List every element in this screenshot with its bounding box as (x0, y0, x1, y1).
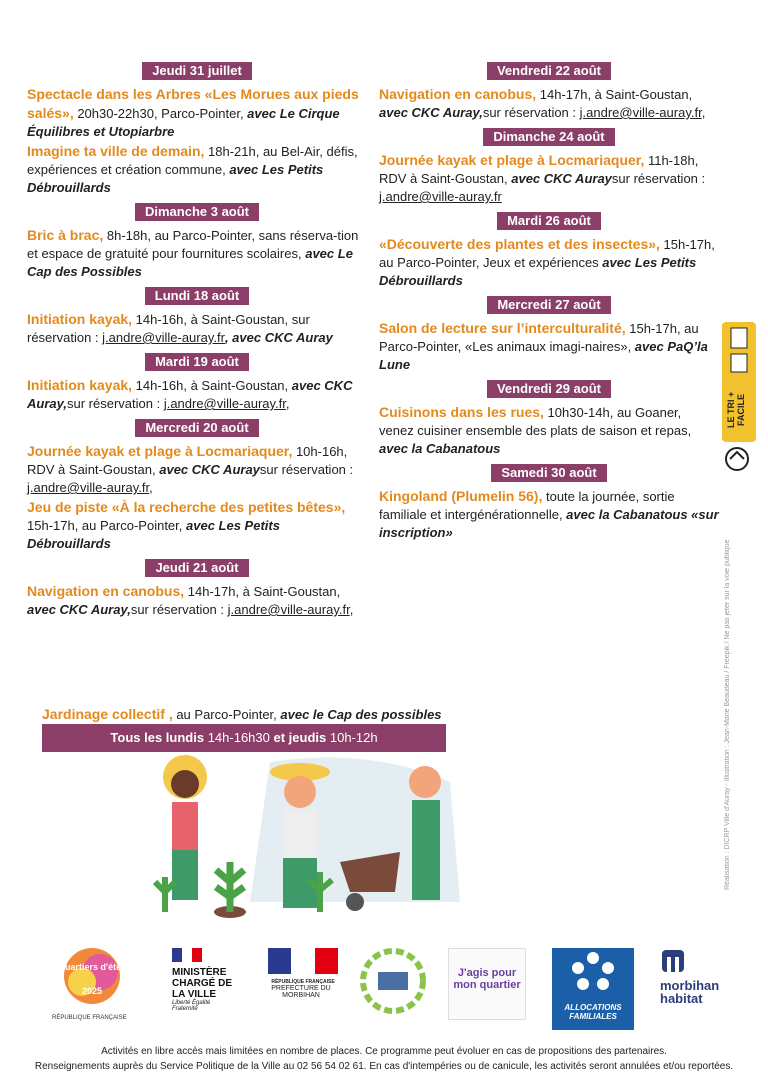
date-badge: Samedi 30 août (491, 464, 606, 482)
day-block (379, 296, 719, 374)
date-badge: Dimanche 3 août (135, 203, 259, 221)
event-detail: 14h-16h, à Saint-Goustan, (132, 378, 292, 393)
schedule-b: 14h-16h30 (204, 730, 274, 745)
event-title: Cuisinons dans les rues, (379, 404, 544, 420)
event (27, 442, 367, 497)
email-link[interactable]: j.andre@ville-auray.fr (579, 105, 702, 120)
quartier-circle-icon (360, 948, 426, 1014)
devise-text: Liberté Égalité Fraternité (172, 1000, 211, 1012)
event-detail: 15h-17h, au Parco-Pointer, (27, 518, 186, 533)
morbihan-m-icon (660, 948, 686, 974)
event-title: Bric à brac, (27, 227, 104, 243)
email-link[interactable]: j.andre@ville-auray.fr (379, 189, 502, 204)
caf-text: ALLOCATIONS FAMILIALES (564, 1003, 622, 1021)
rep-fr-text: RÉPUBLIQUE FRANÇAISE (52, 1015, 127, 1021)
event-title: Jeu de piste «À la recherche des petites bêtes», (27, 499, 346, 515)
caf-people-icon (563, 948, 623, 998)
date-badge: Mardi 19 août (145, 353, 249, 371)
reservation-prefix: sur réservation : (66, 396, 164, 411)
quartiers-year: 2025 (82, 986, 103, 996)
event-detail: 10h-16h, RDV à Saint-Goustan, (27, 444, 348, 477)
jagis-text: J'agis pour mon quartier (453, 967, 521, 991)
logo-ministere (172, 948, 242, 1012)
left-column (27, 60, 367, 625)
event (379, 403, 719, 458)
ministere-text: MINISTÈRE CHARGÉ DE LA VILLE (172, 967, 233, 1000)
date-wrap (379, 380, 719, 398)
email-link[interactable]: j.andre@ville-auray.fr (227, 602, 350, 617)
jardinage-partner: avec le Cap des possibles (280, 707, 442, 722)
event (379, 487, 719, 542)
date-wrap (379, 212, 719, 230)
event-title: Spectacle dans les Arbres «Les Morues aux pieds salés», (27, 86, 359, 121)
event (27, 376, 367, 413)
day-block (379, 212, 719, 290)
event-detail: toute la journée, sortie familiale et intergénérationnelle, (379, 489, 675, 522)
credit-text: Réalisation : DICRP Ville d'Auray - Illustration : Jean-Marie Beaudeau / Freepik / Ne pas jeter sur la voie publique (724, 539, 731, 890)
event-partner: avec CKC Auray, (379, 105, 483, 120)
event (27, 310, 367, 347)
event-detail: 8h-18h, au Parco-Pointer, sans réserva-tion et espace de gratuité pour fournitures scolaires, (27, 228, 359, 261)
day-block (379, 128, 719, 206)
event-partner: avec la Cabanatous (379, 441, 501, 456)
logo-prefecture (266, 948, 340, 999)
day-block (27, 419, 367, 553)
schedule-band (42, 724, 446, 752)
date-badge: Mercredi 20 août (135, 419, 258, 437)
day-block (27, 62, 367, 197)
schedule-c: et jeudis (273, 730, 327, 745)
logo-quartier-circle (360, 948, 426, 1019)
event-detail: 15h-17h, au Parco-Pointer, «Les animaux imagi-naires», (379, 321, 699, 354)
event-title: Navigation en canobus, (379, 86, 537, 102)
event (27, 582, 367, 619)
event (379, 85, 719, 122)
event (27, 226, 367, 281)
date-wrap (27, 203, 367, 221)
event-detail: 10h30-14h, au Goaner, venez cuisiner ensemble des plats de saison et repas, (379, 405, 692, 438)
event-title: Imagine ta ville de demain, (27, 143, 205, 159)
event-partner: avec CKC Auray (159, 462, 260, 477)
date-badge: Jeudi 31 juillet (142, 62, 252, 80)
jardinage-detail: au Parco-Pointer, (172, 707, 281, 722)
event-detail: 15h-17h, au Parco-Pointer, Jeux et expériences (379, 237, 715, 270)
date-badge: Mardi 26 août (497, 212, 601, 230)
day-block (27, 559, 367, 619)
event-partner: avec PaQ’la Lune (379, 339, 708, 372)
email-link[interactable]: j.andre@ville-auray.fr (102, 330, 225, 345)
schedule-d: 10h-12h (326, 730, 378, 745)
tri-facile-badge (722, 322, 756, 442)
event-tail: , (349, 602, 354, 617)
morbihan-text: morbihan habitat (660, 978, 720, 1006)
event (27, 85, 367, 141)
day-block (27, 287, 367, 347)
marianne-icon (172, 948, 202, 962)
prefecture-rep: RÉPUBLIQUE FRANÇAISE (271, 979, 335, 985)
logo-quartiers (52, 948, 132, 1021)
event-partner: avec CKC Auray (511, 171, 612, 186)
footer-line-1: Activités en libre accès mais limitées en nombre de places. Ce programme peut évoluer en cas de propositions des partenaires. (101, 1046, 667, 1057)
event-partner: avec Les Petits Débrouillards (379, 255, 697, 288)
event-title: «Découverte des plantes et des insectes», (379, 236, 660, 252)
event-partner: avec CKC Auray, (27, 602, 131, 617)
event-title: Initiation kayak, (27, 377, 133, 393)
prefecture-flag-icon (268, 948, 338, 974)
event-detail: 20h30-22h30, Parco-Pointer, (73, 106, 248, 121)
gardening-illustration (150, 752, 480, 930)
event-detail: 14h-16h, à Saint-Goustan, sur réservation : (27, 312, 310, 345)
date-wrap (379, 128, 719, 146)
event-detail: 14h-17h, à Saint-Goustan, (184, 584, 341, 599)
event-partner: avec la Cabanatous «sur inscription» (379, 507, 719, 540)
date-badge: Lundi 18 août (145, 287, 250, 305)
event-detail: 14h-17h, à Saint-Goustan, (536, 87, 693, 102)
event (379, 151, 719, 206)
date-wrap (379, 464, 719, 482)
day-block (27, 203, 367, 281)
date-badge: Vendredi 29 août (487, 380, 611, 398)
event (379, 235, 719, 290)
date-wrap (379, 296, 719, 314)
event (27, 498, 367, 553)
jardinage-title: Jardinage collectif , (42, 706, 173, 722)
date-wrap (27, 62, 367, 80)
triman-icon (722, 446, 752, 472)
jardinage-line (42, 706, 442, 722)
quartiers-logo-icon (52, 948, 132, 1010)
date-badge: Jeudi 21 août (145, 559, 248, 577)
event-partner: avec Les Petits Débrouillards (27, 518, 280, 551)
event (27, 142, 367, 197)
date-wrap (27, 287, 367, 305)
logo-jagis (448, 948, 526, 1020)
logo-caf (552, 948, 634, 1030)
event-title: Navigation en canobus, (27, 583, 185, 599)
day-block (379, 380, 719, 458)
footer-line-2: Renseignements auprès du Service Politique de la Ville au 02 56 54 02 61. En cas d'intempéries ou de canicule, les activités seront annulées et/ou reportées. (34, 1061, 734, 1072)
date-wrap (379, 62, 719, 80)
event-partner: avec Le Cirque Équilibres et Utopiarbre (27, 106, 340, 139)
day-block (27, 353, 367, 413)
event-partner: avec CKC Auray, (27, 378, 353, 411)
schedule-a: Tous les lundis (110, 730, 205, 745)
reservation-prefix: sur réservation : (130, 602, 228, 617)
event-detail: 18h-21h, au Bel-Air, défis, expériences et création commune, (27, 144, 358, 177)
event-tail: , (149, 480, 153, 495)
event-detail: 11h-18h, RDV à Saint-Goustan, (379, 153, 699, 186)
day-block (379, 62, 719, 122)
event-tail: , (701, 105, 706, 120)
right-column (379, 60, 719, 548)
footer (0, 1044, 768, 1074)
email-link[interactable]: j.andre@ville-auray.fr (27, 480, 150, 495)
date-wrap (27, 353, 367, 371)
event-title: Salon de lecture sur l’interculturalité, (379, 320, 626, 336)
date-badge: Vendredi 22 août (487, 62, 611, 80)
prefecture-text: PREFECTURE DU MORBIHAN (271, 985, 331, 999)
logo-morbihan (660, 948, 740, 1005)
reservation-prefix: sur réservation : (259, 462, 354, 477)
event-title: Kingoland (Plumelin 56), (379, 488, 543, 504)
email-link[interactable]: j.andre@ville-auray.fr (163, 396, 286, 411)
reservation-prefix: sur réservation : (482, 105, 580, 120)
event-partner: avec Le Cap des Possibles (27, 246, 353, 279)
event-title: Journée kayak et plage à Locmariaquer, (27, 443, 293, 459)
day-block (379, 464, 719, 542)
event (379, 319, 719, 374)
recycle-icon (722, 322, 756, 382)
tri-label: LE TRI + FACILE (726, 391, 746, 429)
event-partner: avec Les Petits Débrouillards (27, 162, 324, 195)
date-wrap (27, 559, 367, 577)
event-tail: , avec CKC Auray (224, 330, 333, 345)
event-title: Journée kayak et plage à Locmariaquer, (379, 152, 645, 168)
date-badge: Mercredi 27 août (487, 296, 610, 314)
date-badge: Dimanche 24 août (483, 128, 614, 146)
date-wrap (27, 419, 367, 437)
event-title: Initiation kayak, (27, 311, 133, 327)
reservation-prefix: sur réservation : (611, 171, 706, 186)
quartiers-text: Quartiers d'été (58, 962, 122, 972)
event-tail: , (285, 396, 290, 411)
